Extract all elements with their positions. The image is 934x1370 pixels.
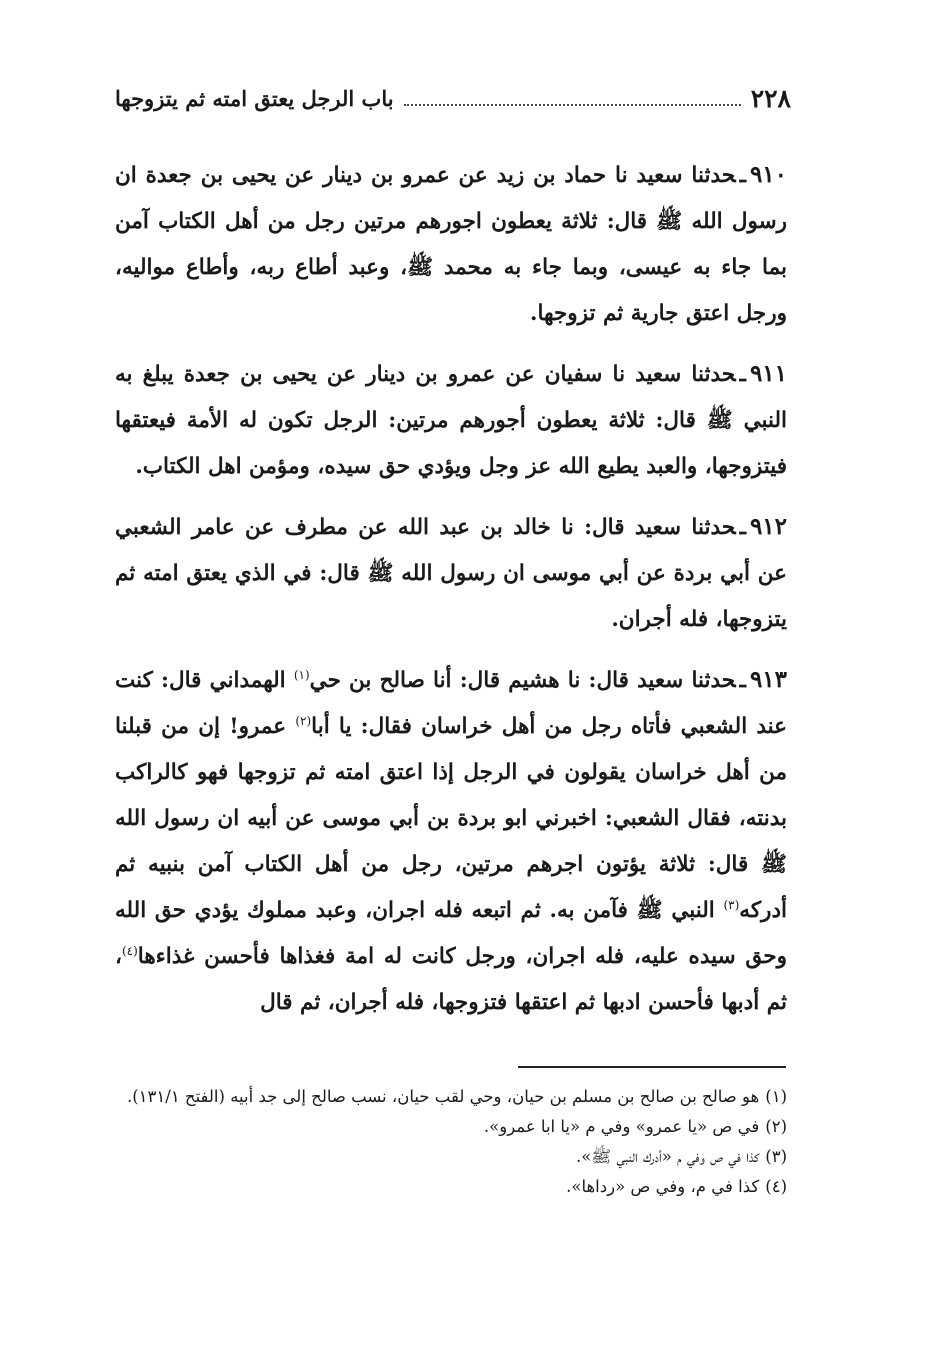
footnote xyxy=(115,1082,787,1112)
hadith-number: ٩١٣ xyxy=(749,666,788,693)
footnote-marker[interactable]: (١) xyxy=(293,667,310,682)
footnote-text: كذا في ص وفي م «أدرك النبي ﷺ». xyxy=(575,1147,760,1166)
footnote xyxy=(115,1112,787,1142)
hadith-text: عمرو! إن من قبلنا من أهل خراسان يقولون في الرجل إذا اعتق امته ثم تزوجها فهو كالراكب بدنته، فقال الشعبي: اخبرني ابو بردة بن أبي موسى عن أبيه ان رسول الله ﷺ قال: ثلاثة يؤتون اجرهم مرتين، رجل من أهل الكتاب آمن بنبيه ثم أدركه xyxy=(115,714,787,923)
running-title: باب الرجل يعتق امته ثم يتزوجها xyxy=(115,85,394,111)
hadith-number: ٩١١ xyxy=(749,360,787,387)
hadith-paragraph xyxy=(115,152,787,337)
footnote-number: (١) xyxy=(765,1087,787,1106)
footnote-text: هو صالح بن صالح بن مسلم بن حيان، وحي لقب حيان، نسب صالح إلى جد أبيه (الفتح ١٣١/١). xyxy=(126,1087,760,1106)
footnote-marker[interactable]: (٣) xyxy=(723,897,740,912)
hadith-text: الهمداني قال: كنت عند الشعبي فأتاه رجل من أهل خراسان فقال: يا أبا xyxy=(115,668,787,739)
footnote xyxy=(115,1142,787,1172)
page-header xyxy=(115,78,791,118)
footnote-number: (٣) xyxy=(765,1147,787,1166)
hadith-text: حدثنا سعيد نا حماد بن زيد عن عمرو بن دينار عن يحيى بن جعدة ان رسول الله ﷺ قال: ثلاثة يعطون اجورهم مرتين رجل من أهل الكتاب آمن بما جاء به عيسى، وبما جاء به محمد ﷺ، وعبد أطاع ربه، وأطاع مواليه، ورجل اعتق جارية ثم تزوجها. xyxy=(115,163,787,326)
dotted-leader xyxy=(404,90,741,106)
page-number: ٢٢٨ xyxy=(750,83,791,113)
hadith-dash: ـ xyxy=(739,362,746,387)
hadith-paragraph xyxy=(115,504,787,643)
footnote-number: (٢) xyxy=(765,1117,787,1136)
hadith-dash: ـ xyxy=(739,163,746,188)
hadith-dash: ـ xyxy=(739,515,746,540)
footnote-marker[interactable]: (٢) xyxy=(295,713,312,728)
hadith-number: ٩١٠ xyxy=(749,161,787,188)
hadith-text: حدثنا سعيد قال: نا هشيم قال: أنا صالح بن حي xyxy=(309,668,736,693)
hadith-text: النبي ﷺ فآمن به. ثم اتبعه فله اجران، وعبد مملوك يؤدي حق الله وحق سيده عليه، فله اجران، ورجل كانت له امة فغذاها فأحسن غذاءها xyxy=(115,898,787,969)
hadith-text: ، ثم أدبها فأحسن ادبها ثم اعتقها فتزوجها، فله أجران، ثم قال xyxy=(115,944,787,1015)
hadith-paragraph xyxy=(115,351,787,490)
footnote-number: (٤) xyxy=(765,1177,787,1196)
hadith-text: حدثنا سعيد قال: نا خالد بن عبد الله عن مطرف عن عامر الشعبي عن أبي بردة عن أبي موسى ان رسول الله ﷺ قال: في الذي يعتق امته ثم يتزوجها، فله أجران. xyxy=(115,515,787,632)
hadith-dash: ـ xyxy=(739,668,746,693)
footnote-marker[interactable]: (٤) xyxy=(121,943,138,958)
main-text xyxy=(115,152,787,1040)
hadith-paragraph xyxy=(115,657,787,1026)
footnotes xyxy=(115,1082,787,1202)
footnote-divider xyxy=(518,1066,786,1068)
footnote xyxy=(115,1172,787,1202)
hadith-text: حدثنا سعيد نا سفيان عن عمرو بن دينار عن يحيى بن جعدة يبلغ به النبي ﷺ قال: ثلاثة يعطون أجورهم مرتين: الرجل تكون له الأمة فيعتقها فيتزوجها، والعبد يطيع الله عز وجل ويؤدي حق سيده، ومؤمن اهل الكتاب. xyxy=(115,362,787,479)
hadith-number: ٩١٢ xyxy=(749,513,787,540)
footnote-text: كذا في م، وفي ص «رداها». xyxy=(566,1177,760,1196)
footnote-text: في ص «يا عمرو» وفي م «يا ابا عمرو». xyxy=(483,1117,760,1136)
